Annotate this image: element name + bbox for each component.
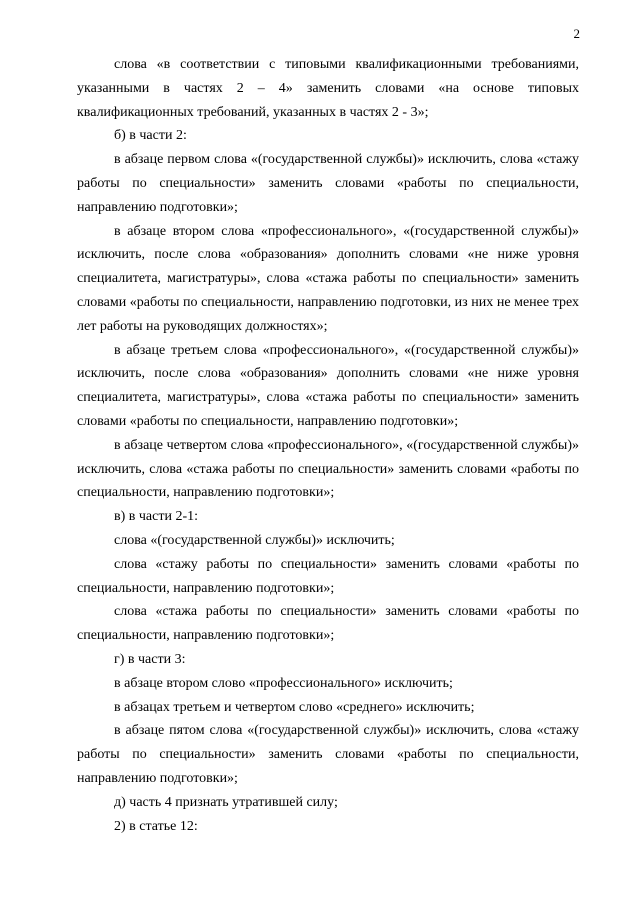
paragraph: в абзацах третьем и четвертом слово «среднего» исключить; [114,699,475,715]
paragraph: в абзаце втором слово «профессионального» исключить; [114,675,453,691]
paragraph: в) в части 2-1: [114,509,199,525]
paragraph: б) в части 2: [114,128,187,144]
page-number: 2 [573,26,580,41]
paragraph: в абзаце первом слова «(государственной службы)» исключить, слова «стажу работы по специальности» заменить словами «работы по специальности, направлению подготовки»; [77,152,579,215]
document-body [77,53,579,838]
paragraph: в абзаце третьем слова «профессионального», «(государственной службы)» исключить, после слова «образования» дополнить словами «не ниже уровня специалитета, магистратуры», слова «стажа работы по специальности» заменить словами «работы по специальности, направлению подготовки»; [77,342,579,429]
paragraph: в абзаце втором слова «профессионального», «(государственной службы)» исключить, после слова «образования» дополнить словами «не ниже уровня специалитета, магистратуры», слова «стажа работы по специальности» заменить словами «работы по специальности, направлению подготовки, из них не менее трех лет работы на руководящих должностях»; [77,223,579,334]
paragraph: слова «в соответствии с типовыми квалификационными требованиями, указанными в частях 2 – 4» заменить словами «на основе типовых квалификационных требований, указанных в частях 2 - 3»; [77,57,579,120]
paragraph: слова «стажу работы по специальности» заменить словами «работы по специальности, направлению подготовки»; [77,556,579,596]
paragraph: 2) в статье 12: [114,818,198,834]
paragraph: слова «стажа работы по специальности» заменить словами «работы по специальности, направлению подготовки»; [77,604,579,644]
paragraph: в абзаце четвертом слова «профессионального», «(государственной службы)» исключить, слова «стажа работы по специальности» заменить словами «работы по специальности, направлению подготовки»; [77,437,579,501]
paragraph: слова «(государственной службы)» исключить; [114,532,395,548]
paragraph: в абзаце пятом слова «(государственной службы)» исключить, слова «стажу работы по специальности» заменить словами «работы по специальности, направлению подготовки»; [77,723,579,786]
paragraph: д) часть 4 признать утратившей силу; [114,794,338,810]
paragraph: г) в части 3: [114,651,186,667]
